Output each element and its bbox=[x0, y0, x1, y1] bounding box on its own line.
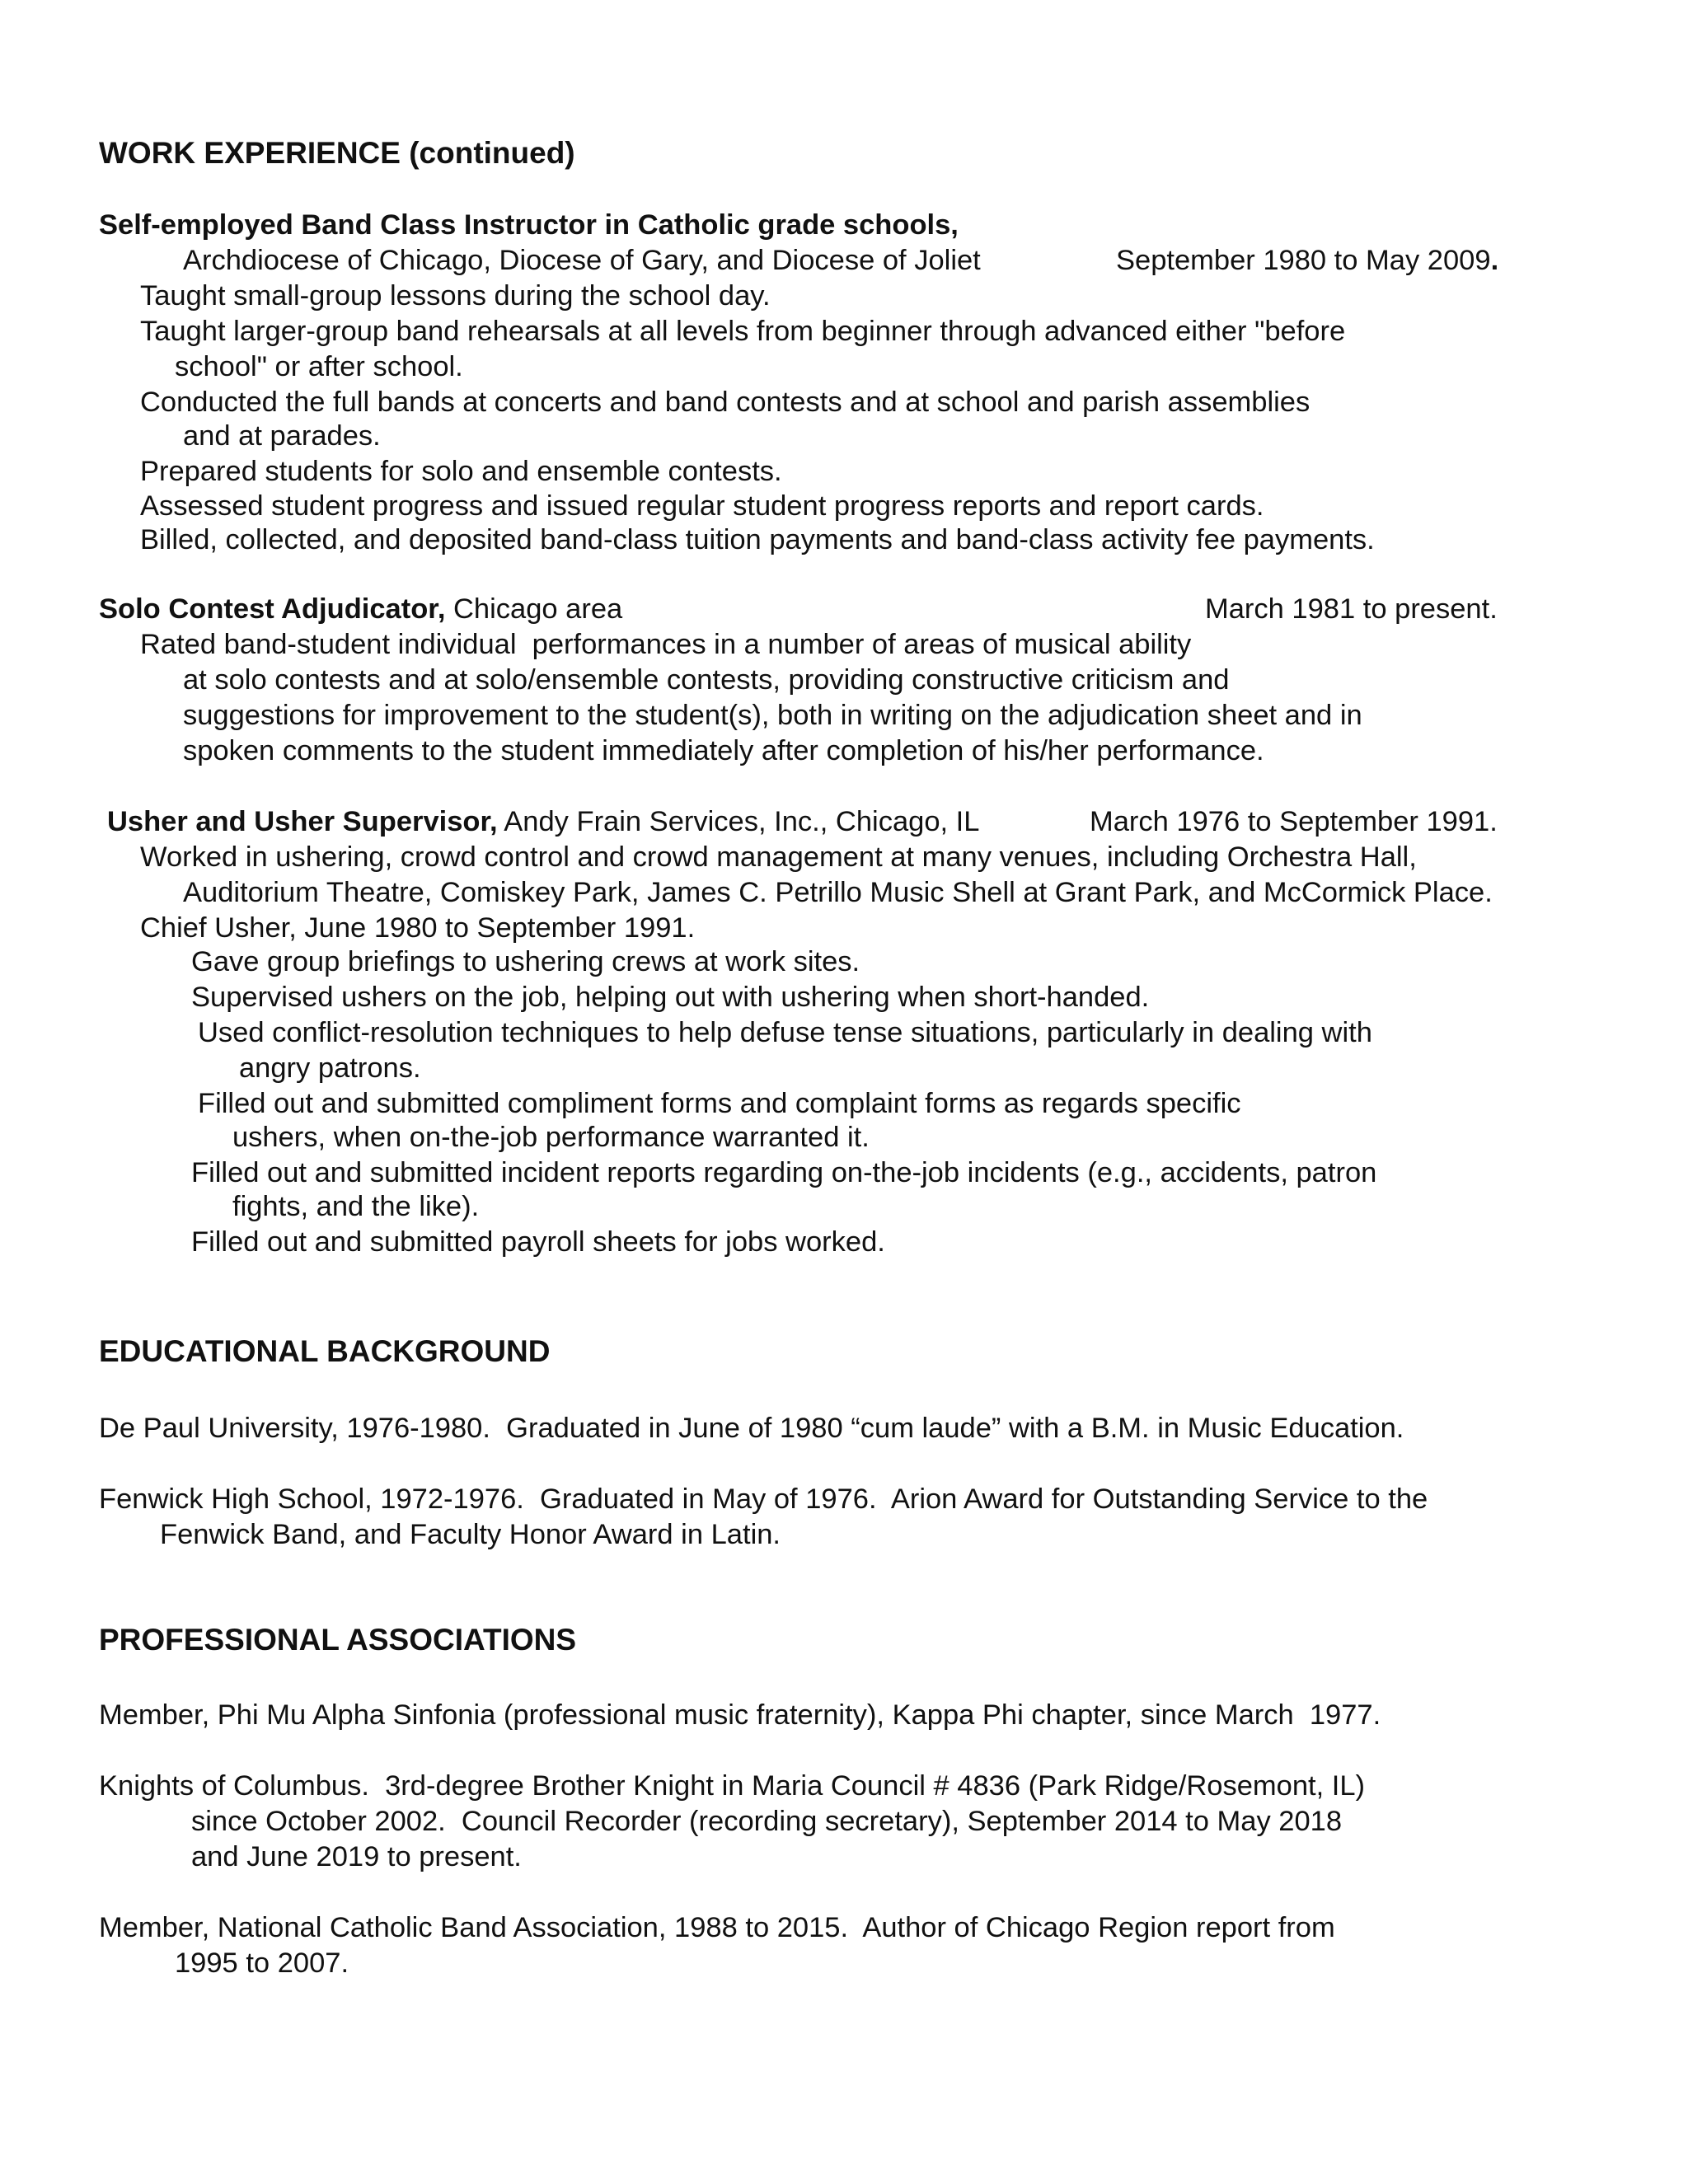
band-duty-line: Conducted the full bands at concerts and band contests and at school and parish assemblies bbox=[140, 387, 1311, 418]
solo-adjudicator-dates: March 1981 to present. bbox=[1205, 593, 1498, 625]
association-line: Member, Phi Mu Alpha Sinfonia (professional music fraternity), Kappa Phi chapter, since March 1977. bbox=[99, 1699, 1381, 1731]
solo-adjudicator-title: Solo Contest Adjudicator, bbox=[99, 593, 446, 625]
usher-duty-line: Auditorium Theatre, Comiskey Park, James C. Petrillo Music Shell at Grant Park, and McCormick Place. bbox=[183, 877, 1493, 908]
usher-duty-line: Supervised ushers on the job, helping out with ushering when short-handed. bbox=[191, 982, 1150, 1013]
solo-adjudicator-location: Chicago area bbox=[445, 593, 623, 625]
usher-employer: Andy Frain Services, Inc., Chicago, IL bbox=[497, 806, 980, 837]
solo-duty-line: Rated band-student individual performances in a number of areas of musical ability bbox=[140, 629, 1192, 660]
band-duty-line: Assessed student progress and issued regular student progress reports and report cards. bbox=[140, 490, 1264, 522]
association-line: 1995 to 2007. bbox=[175, 1947, 349, 1979]
usher-duty-line: Filled out and submitted payroll sheets for jobs worked. bbox=[191, 1226, 885, 1258]
usher-duty-line: fights, and the like). bbox=[232, 1191, 480, 1222]
association-line: Knights of Columbus. 3rd-degree Brother Knight in Maria Council # 4836 (Park Ridge/Rosemont, IL) bbox=[99, 1770, 1366, 1802]
usher-duty-line: ushers, when on-the-job performance warranted it. bbox=[232, 1122, 870, 1153]
band-instructor-title: Self-employed Band Class Instructor in Catholic grade schools, bbox=[99, 209, 959, 241]
education-line: Fenwick High School, 1972-1976. Graduated in May of 1976. Arion Award for Outstanding Service to the bbox=[99, 1483, 1428, 1515]
association-line: and June 2019 to present. bbox=[191, 1841, 522, 1872]
band-duty-line: Taught larger-group band rehearsals at all levels from beginner through advanced either "before bbox=[140, 316, 1346, 347]
usher-duty-line: Filled out and submitted incident reports regarding on-the-job incidents (e.g., accidents, patron bbox=[191, 1157, 1377, 1188]
band-instructor-dates bbox=[1116, 243, 1498, 278]
usher-duty-line: Gave group briefings to ushering crews at work sites. bbox=[191, 946, 860, 977]
work-experience-heading: WORK EXPERIENCE (continued) bbox=[99, 136, 575, 170]
band-duty-line: Taught small-group lessons during the school day. bbox=[140, 280, 771, 312]
usher-duty-line: Chief Usher, June 1980 to September 1991. bbox=[140, 912, 696, 944]
usher-duty-line: Used conflict-resolution techniques to help defuse tense situations, particularly in dealing with bbox=[198, 1017, 1372, 1048]
band-duty-line: school" or after school. bbox=[175, 351, 463, 382]
education-line: De Paul University, 1976-1980. Graduated in June of 1980 “cum laude” with a B.M. in Music Education. bbox=[99, 1413, 1404, 1444]
solo-adjudicator-header bbox=[99, 592, 622, 626]
education-heading: EDUCATIONAL BACKGROUND bbox=[99, 1334, 551, 1368]
band-duty-line: and at parades. bbox=[183, 420, 381, 452]
usher-title: Usher and Usher Supervisor, bbox=[107, 806, 498, 837]
usher-dates: March 1976 to September 1991. bbox=[1090, 806, 1498, 837]
band-instructor-dates-text: September 1980 to May 2009 bbox=[1116, 245, 1491, 276]
associations-heading: PROFESSIONAL ASSOCIATIONS bbox=[99, 1623, 577, 1657]
band-instructor-employer: Archdiocese of Chicago, Diocese of Gary, and Diocese of Joliet bbox=[183, 245, 981, 276]
band-duty-line: Billed, collected, and deposited band-class tuition payments and band-class activity fee payments. bbox=[140, 524, 1375, 555]
band-duty-line: Prepared students for solo and ensemble contests. bbox=[140, 456, 782, 487]
usher-header bbox=[107, 804, 979, 839]
solo-duty-line: at solo contests and at solo/ensemble contests, providing constructive criticism and bbox=[183, 664, 1230, 696]
association-line: since October 2002. Council Recorder (recording secretary), September 2014 to May 2018 bbox=[191, 1806, 1343, 1837]
education-line: Fenwick Band, and Faculty Honor Award in Latin. bbox=[160, 1519, 781, 1550]
band-instructor-dates-period: . bbox=[1490, 245, 1499, 276]
solo-duty-line: spoken comments to the student immediately after completion of his/her performance. bbox=[183, 735, 1264, 766]
usher-duty-line: Filled out and submitted compliment forms and complaint forms as regards specific bbox=[198, 1088, 1241, 1119]
association-line: Member, National Catholic Band Association, 1988 to 2015. Author of Chicago Region report from bbox=[99, 1912, 1335, 1943]
usher-duty-line: Worked in ushering, crowd control and crowd management at many venues, including Orchestra Hall, bbox=[140, 841, 1417, 873]
usher-duty-line: angry patrons. bbox=[239, 1052, 421, 1084]
solo-duty-line: suggestions for improvement to the student(s), both in writing on the adjudication sheet and in bbox=[183, 700, 1362, 731]
